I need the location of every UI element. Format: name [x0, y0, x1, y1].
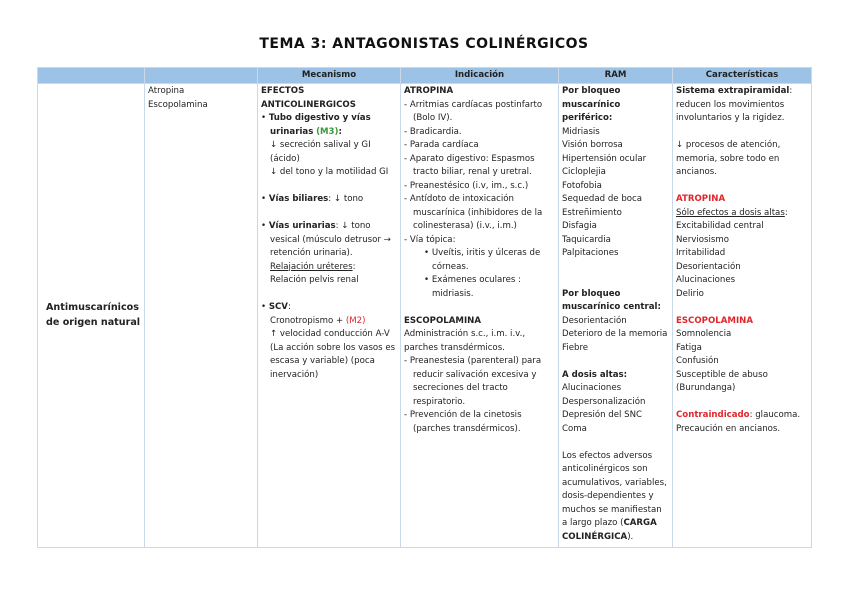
- atropina-heading: ATROPINA: [404, 86, 454, 96]
- scv-line: ↑ velocidad conducción A-V: [270, 329, 390, 339]
- procesos-line: ↓ procesos de atención, memoria, sobre todo en ancianos.: [676, 140, 781, 177]
- ram-item: Visión borrosa: [562, 140, 623, 150]
- topica-item: • Uveítis, iritis y úlceras de córneas.: [424, 248, 541, 272]
- page-title: TEMA 3: ANTAGONISTAS COLINÉRGICOS: [259, 36, 589, 52]
- escopolamina-admin: Administración s.c., i.m. i.v., parches transdérmicos.: [404, 329, 526, 353]
- ram-item: Hipertensión ocular: [562, 153, 647, 164]
- tubo-item: • Tubo digestivo y vías urinarias (M3):: [261, 113, 371, 137]
- indicacion-item: - Bradicardia.: [404, 126, 462, 137]
- solo-line: Sólo efectos a dosis altas:: [676, 207, 788, 218]
- scv-line: (La acción sobre los vasos es escasa y variable) (poca inervación): [270, 342, 396, 380]
- ram-item: Taquicardia: [562, 234, 611, 245]
- precaucion-line: Precaución en ancianos.: [676, 423, 781, 434]
- indicacion-item: - Prevención de la cinetosis (parches transdérmicos).: [404, 410, 522, 434]
- caract-item: Alucinaciones: [676, 275, 736, 285]
- caract-item: Excitabilidad central: [676, 221, 764, 231]
- indicacion-item: - Parada cardíaca: [404, 140, 479, 150]
- ram-item: Sequedad de boca: [562, 194, 643, 204]
- caracteristicas-cell: [673, 84, 812, 548]
- sistema-line: Sistema extrapiramidal: reducen los movimientos involuntarios y la rigidez.: [676, 86, 793, 123]
- header-indicacion: Indicación: [401, 68, 559, 84]
- topica-item: • Exámenes oculares : midriasis.: [424, 275, 522, 299]
- biliares-item: • Vías biliares: ↓ tono: [261, 194, 364, 204]
- tubo-line: ↓ del tono y la motilidad GI: [270, 167, 389, 177]
- ram-central-heading: Por bloqueo muscarínico central:: [562, 288, 661, 312]
- drug-escopolamina: Escopolamina: [148, 99, 208, 110]
- ram-item: Midriasis: [562, 126, 600, 137]
- caract-item: Delirio: [676, 288, 704, 299]
- ram-item: Depresión del SNC: [562, 410, 643, 420]
- ureteres-line: Relajación uréteres:: [270, 261, 356, 272]
- indicacion-item: - Preanestésico (i.v, im., s.c.): [404, 180, 529, 191]
- ram-item: Cicloplejia: [562, 167, 606, 177]
- pelvis-line: Relación pelvis renal: [270, 275, 359, 285]
- ram-note: Los efectos adversos anticolinérgicos son acumulativos, variables, dosis-dependientes y muchos se manifiestan a largo plazo (CARGA COLINÉRGICA).: [562, 450, 667, 542]
- ram-item: Palpitaciones: [562, 248, 619, 258]
- mecanismo-heading: EFECTOS ANTICOLINERGICOS: [261, 86, 356, 110]
- indicacion-item: - Aparato digestivo: Espasmos tracto biliar, renal y uretral.: [404, 153, 535, 177]
- crono-line: Cronotropismo + (M2): [270, 315, 366, 326]
- escopolamina-heading: ESCOPOLAMINA: [404, 315, 481, 326]
- drugs-cell: [145, 84, 258, 548]
- caract-item: Desorientación: [676, 261, 741, 272]
- urinarias-item: • Vías urinarias: ↓ tono vesical (músculo detrusor → retención urinaria).: [261, 221, 391, 258]
- caract-item: Somnolencia: [676, 329, 732, 339]
- indicacion-cell: [401, 84, 559, 548]
- indicacion-item: - Vía tópica:: [404, 234, 456, 245]
- header-mecanismo: Mecanismo: [258, 68, 401, 84]
- indicacion-item: - Arritmias cardíacas postinfarto (Bolo IV).: [404, 99, 543, 123]
- ram-item: Fotofobia: [562, 180, 602, 191]
- scv-item: • SCV:: [261, 302, 291, 312]
- header-empty-2: [145, 68, 258, 84]
- caract-item: Fatiga: [676, 342, 702, 353]
- drug-atropina: Atropina: [148, 86, 185, 96]
- ram-item: Fiebre: [562, 342, 589, 353]
- mecanismo-cell: [258, 84, 401, 548]
- caract-item: Nerviosismo: [676, 234, 729, 245]
- indicacion-item: - Antídoto de intoxicación muscarínica (inhibidores de la colinesterasa) (i.v., i.m.): [404, 194, 543, 231]
- caract-escopolamina-heading: ESCOPOLAMINA: [676, 315, 753, 326]
- indicacion-item: - Preanestesia (parenteral) para reducir salivación excesiva y secreciones del tracto respiratorio.: [404, 356, 542, 407]
- ram-altas-heading: A dosis altas:: [562, 369, 628, 380]
- ram-item: Deterioro de la memoria: [562, 329, 668, 339]
- caract-atropina-heading: ATROPINA: [676, 194, 726, 204]
- header-row: [38, 68, 812, 84]
- ram-item: Despersonalización: [562, 396, 646, 407]
- ram-periferico-heading: Por bloqueo muscarínico periférico:: [562, 86, 621, 123]
- ram-item: Estreñimiento: [562, 207, 622, 218]
- ram-item: Alucinaciones: [562, 383, 622, 393]
- tubo-line: ↓ secreción salival y GI (ácido): [270, 140, 371, 164]
- ram-item: Disfagia: [562, 221, 597, 231]
- contra-line: Contraindicado: glaucoma.: [676, 410, 801, 420]
- ram-item: Desorientación: [562, 315, 627, 326]
- caract-item: Confusión: [676, 356, 719, 366]
- ram-item: Coma: [562, 423, 587, 434]
- caract-item: Susceptible de abuso (Burundanga): [676, 369, 768, 393]
- caract-item: Irritabilidad: [676, 248, 726, 258]
- table-row: [38, 84, 812, 548]
- summary-table: [37, 67, 812, 548]
- header-caracteristicas: Características: [673, 68, 812, 84]
- header-ram: RAM: [559, 68, 673, 84]
- ram-cell: [559, 84, 673, 548]
- header-empty-1: [38, 68, 145, 84]
- row-label: Antimuscarínicos de origen natural: [38, 84, 145, 548]
